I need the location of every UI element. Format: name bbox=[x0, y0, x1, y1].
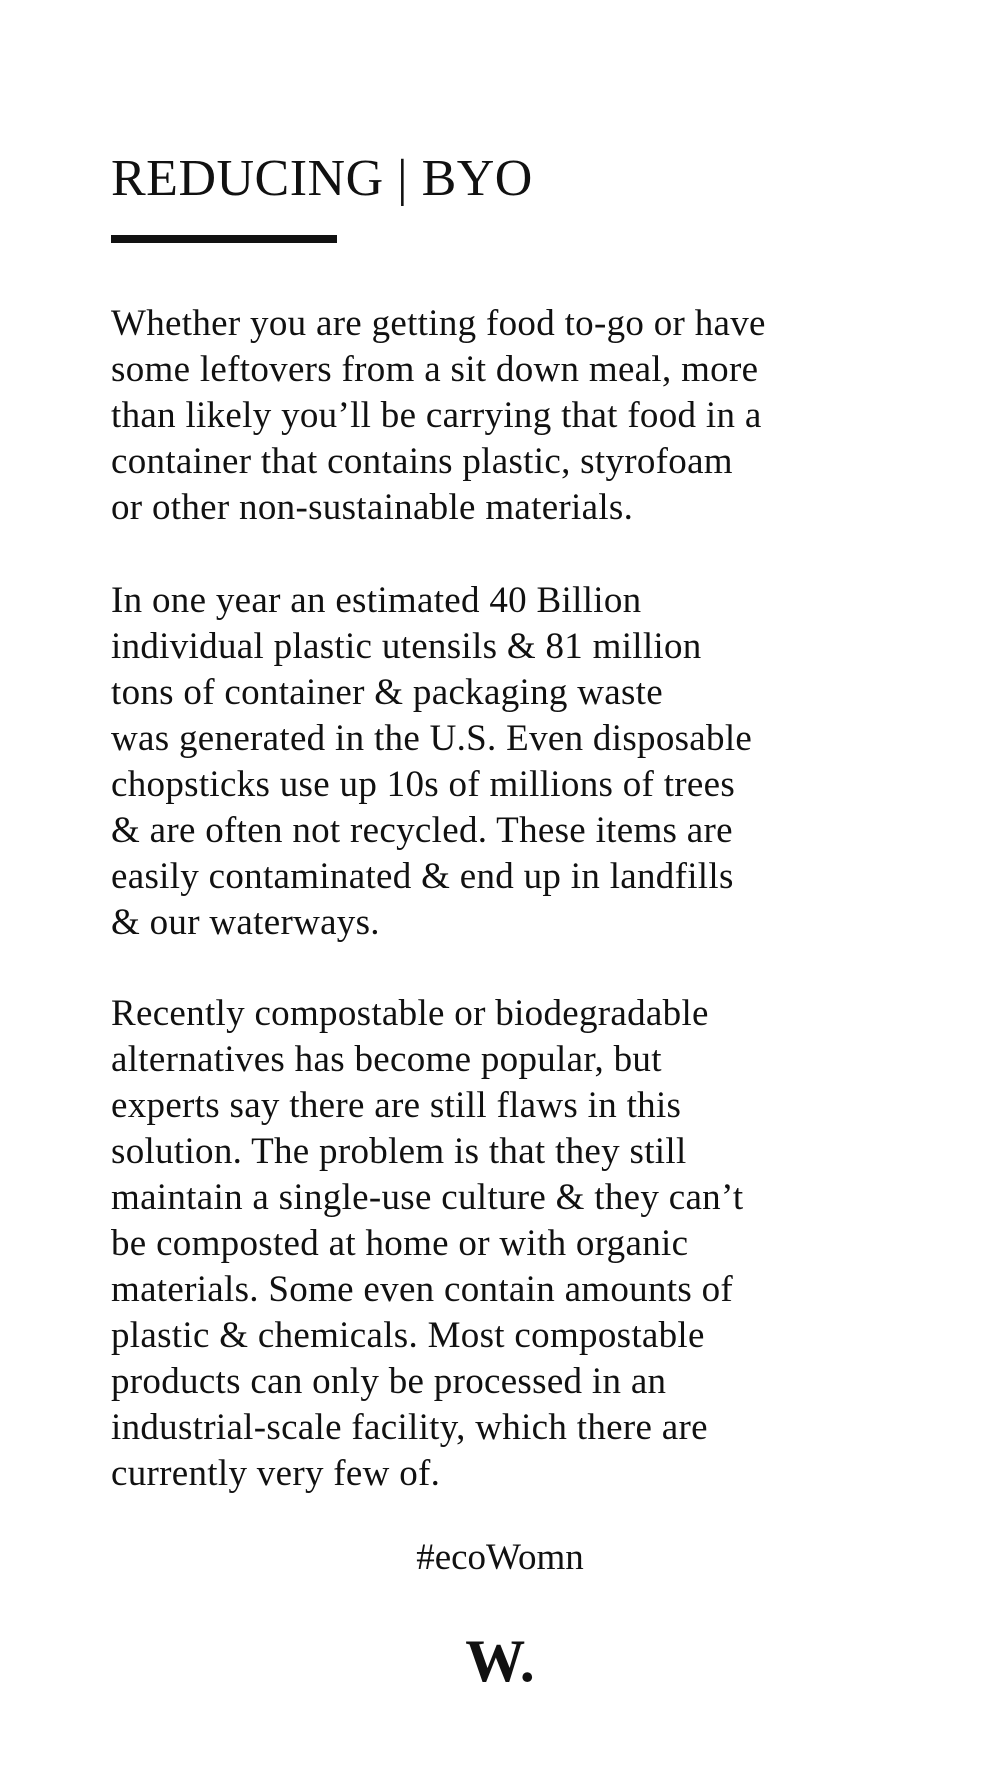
paragraph-line: industrial-scale facility, which there are bbox=[111, 1407, 708, 1448]
paragraph-line: tons of container & packaging waste bbox=[111, 672, 663, 713]
hashtag: #ecoWomn bbox=[416, 1537, 584, 1578]
paragraph-line: currently very few of. bbox=[111, 1453, 441, 1494]
brand-logo: W. bbox=[465, 1628, 535, 1694]
paragraph-line: be composted at home or with organic bbox=[111, 1223, 689, 1264]
paragraph-waste-statistics bbox=[111, 578, 891, 946]
paragraph-line: individual plastic utensils & 81 million bbox=[111, 626, 702, 667]
paragraph-line: easily contaminated & end up in landfills bbox=[111, 856, 734, 897]
title-underline bbox=[111, 235, 337, 243]
paragraph-compostable-alternatives bbox=[111, 991, 891, 1497]
paragraph-line: experts say there are still flaws in this bbox=[111, 1085, 682, 1126]
paragraph-line: maintain a single-use culture & they can’t bbox=[111, 1177, 744, 1218]
paragraph-line: or other non-sustainable materials. bbox=[111, 487, 634, 528]
paragraph-food-containers bbox=[111, 301, 891, 531]
paragraph-line: Recently compostable or biodegradable bbox=[111, 993, 709, 1034]
paragraph-line: some leftovers from a sit down meal, more bbox=[111, 349, 759, 390]
paragraph-line: & are often not recycled. These items are bbox=[111, 810, 733, 851]
paragraph-line: container that contains plastic, styrofoam bbox=[111, 441, 733, 482]
paragraph-line: products can only be processed in an bbox=[111, 1361, 667, 1402]
page-title: REDUCING | BYO bbox=[111, 150, 533, 207]
paragraph-line: alternatives has become popular, but bbox=[111, 1039, 662, 1080]
paragraph-line: In one year an estimated 40 Billion bbox=[111, 580, 642, 621]
paragraph-line: solution. The problem is that they still bbox=[111, 1131, 687, 1172]
paragraph-line: was generated in the U.S. Even disposable bbox=[111, 718, 753, 759]
paragraph-line: Whether you are getting food to-go or have bbox=[111, 303, 766, 344]
paragraph-line: chopsticks use up 10s of millions of trees bbox=[111, 764, 736, 805]
paragraph-line: plastic & chemicals. Most compostable bbox=[111, 1315, 705, 1356]
paragraph-line: than likely you’ll be carrying that food in a bbox=[111, 395, 762, 436]
paragraph-line: & our waterways. bbox=[111, 902, 380, 943]
paragraph-line: materials. Some even contain amounts of bbox=[111, 1269, 734, 1310]
